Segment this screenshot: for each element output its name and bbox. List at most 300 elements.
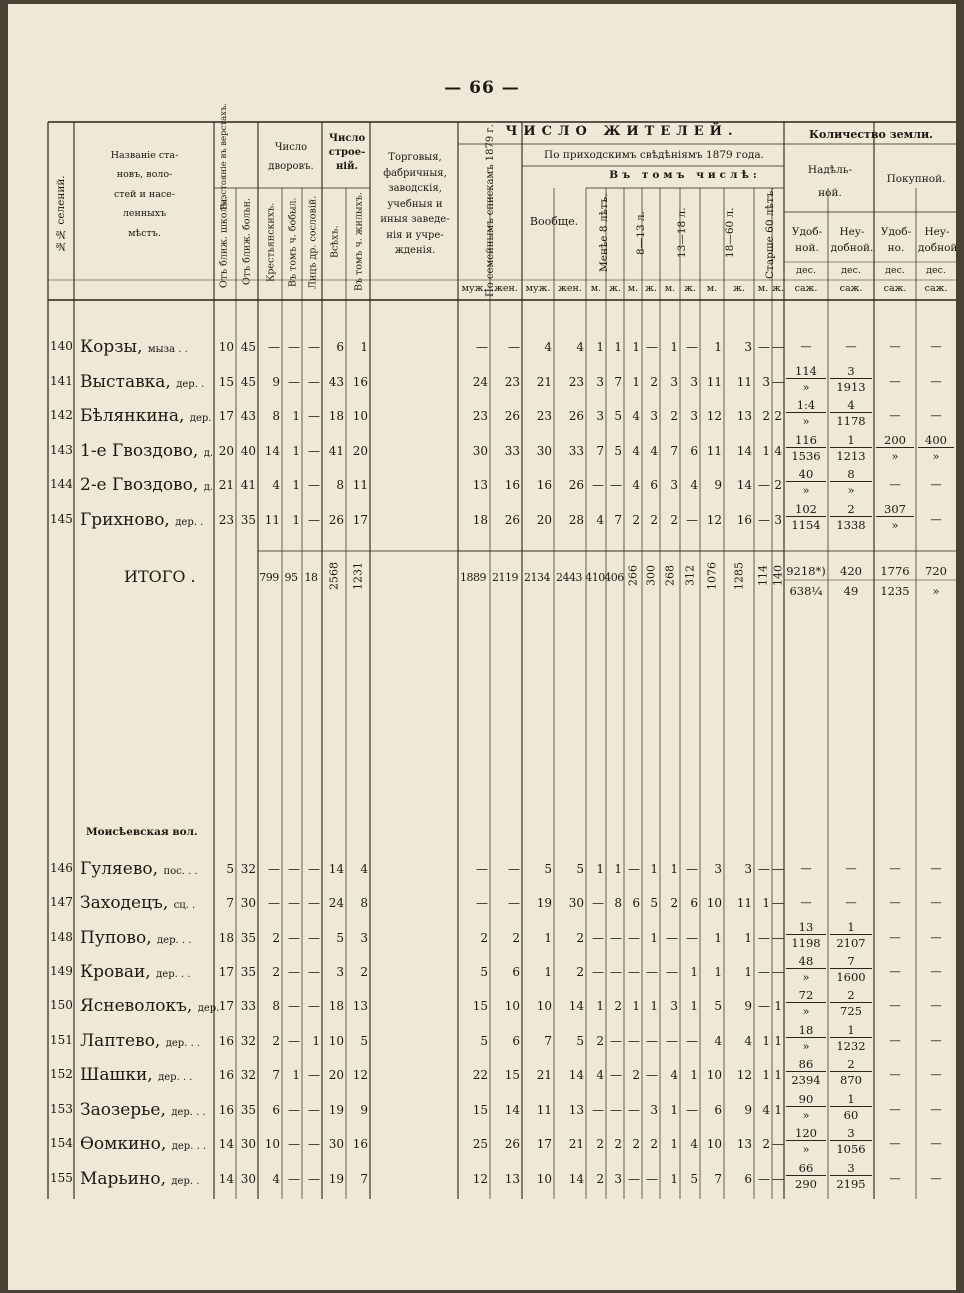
data-cell: — <box>308 1068 320 1082</box>
total-value: 2568 <box>327 562 341 590</box>
row-number: 143 <box>50 443 73 457</box>
land-value: — <box>930 895 942 909</box>
land-value: — <box>889 477 901 491</box>
data-cell: 19 <box>328 1103 344 1117</box>
unit-des: дес. <box>796 265 816 276</box>
data-cell: 28 <box>568 513 584 527</box>
data-cell: 4 <box>596 513 604 527</box>
data-cell: 3 <box>650 409 658 423</box>
data-cell: 3 <box>690 375 698 389</box>
data-cell: 16 <box>504 478 520 492</box>
data-cell: 2 <box>480 931 488 945</box>
land-value: — <box>889 1067 901 1081</box>
row-number: 154 <box>50 1136 73 1150</box>
settlement-kind: д. <box>203 448 214 459</box>
land-value: — <box>889 374 901 388</box>
header-age-gt60: Старше 60 лѣтъ. <box>763 187 776 279</box>
data-cell: 4 <box>744 1034 752 1048</box>
data-cell: 3 <box>336 965 344 979</box>
data-cell: 1 <box>762 896 770 910</box>
data-cell: 6 <box>512 965 520 979</box>
data-cell: — <box>308 862 320 876</box>
row-number: 155 <box>50 1171 73 1185</box>
land-denominator: 1536 <box>791 449 821 464</box>
data-cell: 21 <box>536 375 552 389</box>
data-cell: 1 <box>650 999 658 1013</box>
data-cell: 14 <box>736 478 752 492</box>
data-cell: — <box>772 340 784 354</box>
data-cell: — <box>308 478 320 492</box>
land-value: — <box>889 861 901 875</box>
land-value: — <box>930 477 942 491</box>
land-numerator: 90 <box>786 1093 826 1107</box>
data-cell: 24 <box>472 375 488 389</box>
land-numerator: 4 <box>830 399 872 413</box>
land-value <box>786 1024 826 1052</box>
data-cell: 10 <box>536 999 552 1013</box>
data-cell: 14 <box>504 1103 520 1117</box>
data-cell: 6 <box>336 340 344 354</box>
data-cell: 2 <box>774 478 782 492</box>
header-dist-hospital: Отъ ближ. больн. <box>241 198 253 286</box>
data-cell: 16 <box>536 478 552 492</box>
data-cell: 19 <box>536 896 552 910</box>
land-numerator: 400 <box>918 434 954 448</box>
total-value: 2134 <box>524 571 550 584</box>
total-value: 140 <box>771 565 785 587</box>
total-value: 18 <box>304 571 318 584</box>
data-cell: — <box>592 965 604 979</box>
land-value: — <box>845 339 857 353</box>
unit-saj: саж. <box>839 283 863 294</box>
data-cell: 1 <box>774 1103 782 1117</box>
land-denominator: » <box>802 414 810 429</box>
data-cell: 1 <box>292 1068 300 1082</box>
header-nonarable: Неу- добной. <box>830 226 874 254</box>
data-cell: — <box>508 340 520 354</box>
settlement-kind: дер. . . <box>171 1107 206 1118</box>
data-cell: 10 <box>706 1068 722 1082</box>
land-value <box>786 921 826 949</box>
data-cell: 26 <box>568 478 584 492</box>
data-cell: 17 <box>536 1137 552 1151</box>
data-cell: 2 <box>576 931 584 945</box>
data-cell: 1 <box>614 862 622 876</box>
data-cell: 1 <box>632 999 640 1013</box>
land-value <box>918 434 954 462</box>
settlement-name <box>80 893 195 913</box>
data-cell: 1 <box>312 1034 320 1048</box>
settlement-name-text: Корзы, <box>80 337 148 357</box>
data-cell: — <box>308 1172 320 1186</box>
data-cell: 30 <box>328 1137 344 1151</box>
data-cell: 43 <box>328 375 344 389</box>
header-allotted: Надѣль- ной. <box>807 164 853 200</box>
data-cell: — <box>288 1172 300 1186</box>
data-cell: 1 <box>292 478 300 492</box>
total-value: 1076 <box>705 562 719 590</box>
row-number: 146 <box>50 861 73 875</box>
total-value: 410 <box>585 571 605 584</box>
land-denominator: 1056 <box>836 1142 866 1157</box>
settlement-kind: дер. . . <box>165 1038 201 1049</box>
data-cell: 4 <box>632 444 640 458</box>
land-value: — <box>889 1136 901 1150</box>
data-cell: 13 <box>504 1172 520 1186</box>
land-value: — <box>800 861 812 875</box>
data-cell: 14 <box>736 444 752 458</box>
settlement-name <box>80 928 191 948</box>
data-cell: — <box>758 965 770 979</box>
data-cell: 17 <box>218 965 234 979</box>
data-cell: 3 <box>714 862 722 876</box>
land-numerator: 13 <box>786 921 826 935</box>
total-label: ИТОГО . <box>124 567 196 586</box>
unit-sex-label: м. <box>664 283 676 294</box>
data-cell: 3 <box>744 340 752 354</box>
land-numerator: 86 <box>786 1058 826 1072</box>
land-denominator: 1178 <box>836 414 866 429</box>
land-value: — <box>930 1067 942 1081</box>
header-age-lt8: Менѣе 8 лѣтъ. <box>597 193 610 273</box>
unit-sex-label: жен. <box>558 283 582 294</box>
data-cell: — <box>758 1172 770 1186</box>
data-cell: 41 <box>328 444 344 458</box>
header-yards-bobyl: Въ томъ ч. бобыл. <box>287 197 299 287</box>
data-cell: 13 <box>568 1103 584 1117</box>
data-cell: 20 <box>218 444 234 458</box>
data-cell: 33 <box>504 444 520 458</box>
data-cell: 35 <box>240 513 256 527</box>
data-cell: 14 <box>328 862 344 876</box>
data-cell: 7 <box>544 1034 552 1048</box>
data-cell: 6 <box>512 1034 520 1048</box>
land-value: — <box>930 374 942 388</box>
data-cell: 9 <box>272 375 280 389</box>
data-cell: 30 <box>240 896 256 910</box>
total-land-top: 420 <box>840 564 862 578</box>
data-cell: 35 <box>240 931 256 945</box>
data-cell: 26 <box>504 513 520 527</box>
data-cell: 2 <box>596 1172 604 1186</box>
data-cell: 33 <box>240 999 256 1013</box>
row-number: 145 <box>50 512 73 526</box>
land-denominator: 1232 <box>836 1039 866 1054</box>
data-cell: — <box>288 965 300 979</box>
data-cell: — <box>758 931 770 945</box>
data-cell: — <box>476 896 488 910</box>
data-cell: 1 <box>632 340 640 354</box>
data-cell: 11 <box>536 1103 552 1117</box>
land-denominator: » <box>847 483 855 498</box>
settlement-kind: дер. . <box>175 517 204 528</box>
unit-sex-label: ж. <box>645 283 657 294</box>
unit-des: дес. <box>926 265 946 276</box>
land-denominator: » <box>802 970 810 985</box>
land-numerator: 1 <box>830 434 872 448</box>
unit-sex-label: ж. <box>609 283 621 294</box>
land-value <box>786 1127 826 1155</box>
data-cell: 5 <box>614 444 622 458</box>
data-cell: 2 <box>650 513 658 527</box>
data-cell: — <box>628 862 640 876</box>
data-cell: — <box>288 862 300 876</box>
land-value <box>786 955 826 983</box>
data-cell: 22 <box>472 1068 488 1082</box>
land-numerator: 40 <box>786 468 826 482</box>
data-cell: 2 <box>614 999 622 1013</box>
data-cell: 2 <box>762 1137 770 1151</box>
header-parish-data: По приходскимъ свѣдѣніямъ 1879 года. <box>544 149 764 161</box>
data-cell: 5 <box>576 862 584 876</box>
row-number: 147 <box>50 895 73 909</box>
data-cell: 26 <box>328 513 344 527</box>
data-cell: — <box>288 1137 300 1151</box>
row-number: 141 <box>50 374 73 388</box>
land-denominator: » <box>891 449 899 464</box>
data-cell: 10 <box>706 1137 722 1151</box>
data-cell: 21 <box>536 1068 552 1082</box>
settlement-name <box>80 1134 206 1154</box>
data-cell: 3 <box>670 375 678 389</box>
data-cell: 23 <box>218 513 234 527</box>
total-value: 114 <box>756 565 770 587</box>
data-cell: 32 <box>240 862 256 876</box>
data-cell: 10 <box>264 1137 280 1151</box>
data-cell: — <box>686 1034 698 1048</box>
data-cell: 5 <box>226 862 234 876</box>
data-cell: — <box>308 340 320 354</box>
data-cell: 12 <box>736 1068 752 1082</box>
data-cell: 10 <box>328 1034 344 1048</box>
land-numerator: 3 <box>830 1162 872 1176</box>
data-cell: 4 <box>690 478 698 492</box>
data-cell: 5 <box>544 862 552 876</box>
land-numerator: 1 <box>830 921 872 935</box>
data-cell: 3 <box>690 409 698 423</box>
data-cell: 3 <box>774 513 782 527</box>
data-cell: 26 <box>504 409 520 423</box>
data-cell: 41 <box>240 478 256 492</box>
land-numerator: 1 <box>830 1093 872 1107</box>
data-cell: 11 <box>736 375 752 389</box>
settlement-kind: пос. . . <box>163 866 198 877</box>
data-cell: — <box>268 862 280 876</box>
data-cell: — <box>646 965 658 979</box>
data-cell: 25 <box>472 1137 488 1151</box>
data-cell: 10 <box>536 1172 552 1186</box>
data-cell: — <box>288 1103 300 1117</box>
land-value <box>830 365 872 393</box>
land-value: — <box>889 895 901 909</box>
data-cell: 11 <box>736 896 752 910</box>
unit-sex-label: муж. <box>525 283 551 294</box>
land-value <box>830 1024 872 1052</box>
total-value: 312 <box>683 565 697 587</box>
settlement-name <box>80 996 219 1016</box>
land-numerator: 1 <box>830 1024 872 1038</box>
land-value <box>830 1162 872 1190</box>
data-cell: — <box>758 513 770 527</box>
data-cell: 11 <box>264 513 280 527</box>
settlement-name-text: Марьино, <box>80 1169 172 1189</box>
land-denominator: 1600 <box>836 970 866 985</box>
data-cell: 1 <box>670 1103 678 1117</box>
header-distance: Разстояніе въ верстахъ. <box>218 102 229 210</box>
land-denominator: 1198 <box>791 936 821 951</box>
land-value: — <box>889 930 901 944</box>
row-number: 150 <box>50 998 73 1012</box>
data-cell: 30 <box>240 1137 256 1151</box>
data-cell: 9 <box>714 478 722 492</box>
settlement-name <box>80 1169 199 1189</box>
total-value: 1285 <box>732 562 746 590</box>
data-cell: — <box>308 513 320 527</box>
data-cell: 35 <box>240 1103 256 1117</box>
data-cell: — <box>646 340 658 354</box>
data-cell: 4 <box>544 340 552 354</box>
land-value: — <box>889 998 901 1012</box>
land-value <box>876 503 914 531</box>
settlement-kind: мыза . . <box>147 344 188 355</box>
land-denominator: 1913 <box>836 380 866 395</box>
data-cell: — <box>288 1034 300 1048</box>
data-cell: 2 <box>774 409 782 423</box>
land-value <box>786 434 826 462</box>
data-cell: 20 <box>536 513 552 527</box>
data-cell: 13 <box>472 478 488 492</box>
unit-sex-label: м. <box>706 283 718 294</box>
data-cell: 2 <box>632 1068 640 1082</box>
data-cell: 2 <box>512 931 520 945</box>
data-cell: 2 <box>272 965 280 979</box>
settlement-name-text: Ясневолокъ, <box>80 996 198 1016</box>
unit-sex-label: м. <box>627 283 639 294</box>
land-value: — <box>930 861 942 875</box>
unit-saj: саж. <box>794 283 818 294</box>
data-cell: — <box>308 1137 320 1151</box>
data-cell: 1 <box>690 1068 698 1082</box>
data-cell: — <box>646 1172 658 1186</box>
data-cell: 7 <box>670 444 678 458</box>
header-arable2: Удоб- но. <box>880 226 912 254</box>
data-cell: 2 <box>632 1137 640 1151</box>
data-cell: 1 <box>544 965 552 979</box>
unit-saj: саж. <box>883 283 907 294</box>
data-cell: 33 <box>568 444 584 458</box>
data-cell: 1 <box>650 862 658 876</box>
data-cell: — <box>628 1103 640 1117</box>
data-cell: — <box>772 896 784 910</box>
total-land-top: 9218*) <box>786 564 826 578</box>
data-cell: — <box>772 965 784 979</box>
land-denominator: » <box>802 380 810 395</box>
data-cell: 13 <box>736 409 752 423</box>
settlement-name-text: Заозерье, <box>80 1100 172 1120</box>
settlement-kind: дер. <box>189 413 212 424</box>
total-land-bottom: 49 <box>843 584 859 598</box>
settlement-kind: дер. <box>197 1003 220 1014</box>
land-value: — <box>889 1033 901 1047</box>
data-cell: 1 <box>762 444 770 458</box>
data-cell: 32 <box>240 1068 256 1082</box>
land-value <box>830 1093 872 1121</box>
data-cell: 1 <box>292 513 300 527</box>
header-dist-school: Отъ ближ. школы. <box>218 195 230 289</box>
land-value <box>786 468 826 496</box>
data-cell: 11 <box>706 375 722 389</box>
data-cell: — <box>628 1034 640 1048</box>
header-yards-peasant: Крестьянскихъ. <box>265 202 277 282</box>
land-value: — <box>930 998 942 1012</box>
data-cell: — <box>268 896 280 910</box>
settlement-kind: дер. . . <box>157 935 192 946</box>
data-cell: 1 <box>774 999 782 1013</box>
data-cell: 1 <box>744 965 752 979</box>
row-number: 142 <box>50 408 73 422</box>
data-cell: 2 <box>650 1137 658 1151</box>
data-cell: 6 <box>690 896 698 910</box>
settlement-kind: дер. . <box>176 379 205 390</box>
header-yards-label: Число дворовъ. <box>268 142 314 172</box>
settlement-name <box>80 510 203 530</box>
unit-sex-label: муж. <box>461 283 487 294</box>
total-land-bottom: » <box>932 584 940 598</box>
unit-sex-label: ж. <box>733 283 745 294</box>
data-cell: 23 <box>504 375 520 389</box>
land-denominator: » <box>802 1039 810 1054</box>
data-cell: 30 <box>472 444 488 458</box>
row-number: 144 <box>50 477 73 491</box>
land-value: — <box>930 1102 942 1116</box>
data-cell: 10 <box>352 409 368 423</box>
data-cell: 4 <box>714 1034 722 1048</box>
land-denominator: 1154 <box>791 518 821 533</box>
row-number: 153 <box>50 1102 73 1116</box>
data-cell: — <box>686 340 698 354</box>
data-cell: 12 <box>706 513 722 527</box>
settlement-name <box>80 441 213 461</box>
data-cell: 4 <box>596 1068 604 1082</box>
land-value <box>876 434 914 462</box>
data-cell: — <box>646 1068 658 1082</box>
land-denominator: 60 <box>843 1108 859 1123</box>
settlement-kind: дер. . <box>171 1176 200 1187</box>
data-cell: 1 <box>596 340 604 354</box>
land-denominator: » <box>802 1142 810 1157</box>
data-cell: — <box>308 999 320 1013</box>
data-cell: — <box>476 340 488 354</box>
land-value <box>786 399 826 427</box>
data-cell: 4 <box>360 862 368 876</box>
data-cell: 2 <box>596 1034 604 1048</box>
data-cell: 45 <box>240 375 256 389</box>
header-family-lists: По семейнымъ спискамъ 1879 г. <box>485 124 496 298</box>
data-cell: 10 <box>706 896 722 910</box>
data-cell: 26 <box>568 409 584 423</box>
data-cell: — <box>686 1103 698 1117</box>
data-cell: 16 <box>218 1103 234 1117</box>
land-value: — <box>845 895 857 909</box>
unit-sex-label: жен. <box>494 283 518 294</box>
data-cell: 4 <box>632 478 640 492</box>
data-cell: 23 <box>568 375 584 389</box>
data-cell: 6 <box>714 1103 722 1117</box>
data-cell: 1 <box>614 340 622 354</box>
settlement-kind: дер. . . <box>158 1072 193 1083</box>
data-cell: — <box>288 340 300 354</box>
header-trade: Торговыя, фабричныя, заводскія, учебныя и иныя заведе- нія и учре- жденія. <box>380 152 450 256</box>
